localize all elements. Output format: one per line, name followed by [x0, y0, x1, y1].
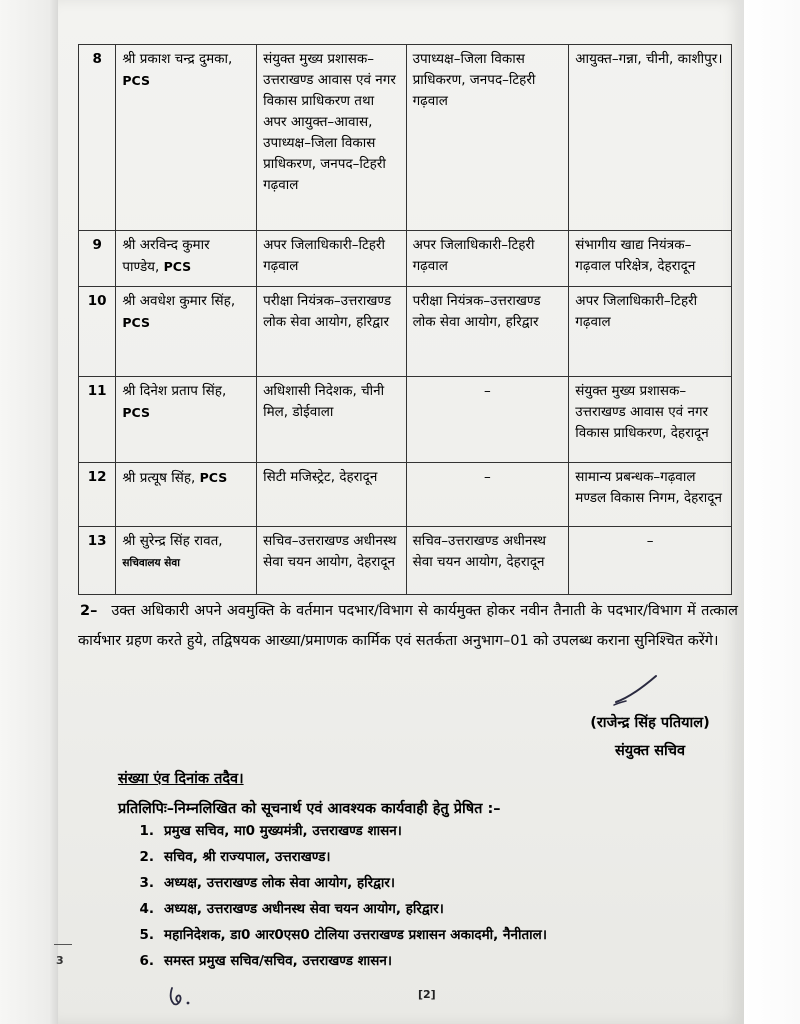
list-item: [118, 948, 547, 974]
officer-name: श्री सुरेन्द्र सिंह रावत,: [122, 533, 223, 549]
list-item-text: अध्यक्ष, उत्तराखण्ड अधीनस्थ सेवा चयन आयोग, हरिद्वार।: [164, 901, 444, 917]
list-item-number: 6.: [139, 953, 154, 969]
serial-number-cell: 8: [79, 45, 116, 231]
officer-name-cell: [116, 463, 257, 527]
officer-name-cell: [116, 377, 257, 463]
officer-name-cell: [116, 287, 257, 377]
margin-page-mark: 3: [56, 954, 64, 967]
handwritten-initials: [166, 984, 202, 1008]
officer-name: श्री दिनेश प्रताप सिंह,: [122, 383, 227, 399]
serial-number-cell: 12: [79, 463, 116, 527]
current-post-cell: अपर जिलाधिकारी–टिहरी गढ़वाल: [257, 231, 407, 287]
table-row: [79, 377, 732, 463]
signatory-name: (राजेन्द्र सिंह पतियाल): [590, 715, 710, 731]
service-label: PCS: [122, 315, 150, 330]
list-item: [118, 844, 547, 870]
serial-number-cell: 11: [79, 377, 116, 463]
officer-name: श्री प्रकाश चन्द्र दुमका,: [122, 51, 233, 67]
new-post-cell: आयुक्त–गन्ना, चीनी, काशीपुर।: [569, 45, 732, 231]
current-post-cell: अधिशासी निदेशक, चीनी मिल, डोईवाला: [257, 377, 407, 463]
margin-rule: [54, 944, 72, 945]
new-post-cell: संयुक्त मुख्य प्रशासक–उत्तराखण्ड आवास एवं नगर विकास प्राधिकरण, देहरादून: [569, 377, 732, 463]
table-row: [79, 231, 732, 287]
relieved-post-cell: परीक्षा नियंत्रक–उत्तराखण्ड लोक सेवा आयोग, हरिद्वार: [406, 287, 569, 377]
table-row: [79, 287, 732, 377]
list-item-text: समस्त प्रमुख सचिव/सचिव, उत्तराखण्ड शासन।: [164, 953, 393, 969]
list-item-text: सचिव, श्री राज्यपाल, उत्तराखण्ड।: [164, 849, 331, 865]
officer-name-cell: [116, 527, 257, 595]
service-label: PCS: [199, 470, 228, 485]
relieved-post-cell: –: [406, 463, 569, 527]
paragraph-number: 2–: [80, 603, 98, 619]
relieved-post-cell: –: [406, 377, 569, 463]
officer-name: श्री अवधेश कुमार सिंह,: [122, 293, 236, 309]
list-item-number: 1.: [139, 823, 154, 839]
list-item: [118, 896, 547, 922]
list-item: [118, 870, 547, 896]
list-item-number: 4.: [139, 901, 154, 917]
list-item-number: 2.: [139, 849, 154, 865]
officer-name-cell: [116, 45, 257, 231]
table-row: [79, 45, 732, 231]
service-label: PCS: [122, 73, 150, 88]
serial-number-cell: 13: [79, 527, 116, 595]
current-post-cell: सिटी मजिस्ट्रेट, देहरादून: [257, 463, 407, 527]
service-label: PCS: [122, 405, 150, 420]
list-item-text: प्रमुख सचिव, मा0 मुख्यमंत्री, उत्तराखण्ड शासन।: [164, 823, 402, 839]
table-row: [79, 463, 732, 527]
reference-line: संख्या एंव दिनांक तदैव।: [118, 771, 244, 787]
officer-name-cell: [116, 231, 257, 287]
new-post-cell: सामान्य प्रबन्धक–गढ़वाल मण्डल विकास निगम, देहरादून: [569, 463, 732, 527]
transfer-table: [78, 44, 732, 595]
copy-to-list: [118, 818, 547, 974]
serial-number-cell: 9: [79, 231, 116, 287]
page-left-margin: [0, 0, 58, 1024]
list-item: [118, 818, 547, 844]
signatory-designation: संयुक्त सचिव: [614, 743, 686, 759]
list-item-text: अध्यक्ष, उत्तराखण्ड लोक सेवा आयोग, हरिद्वार।: [164, 875, 396, 891]
list-item-number: 3.: [139, 875, 154, 891]
current-post-cell: परीक्षा नियंत्रक–उत्तराखण्ड लोक सेवा आयोग, हरिद्वार: [257, 287, 407, 377]
serial-number-cell: 10: [79, 287, 116, 377]
signature-stroke: [612, 672, 660, 708]
table-row: [79, 527, 732, 595]
service-label: सचिवालय सेवा: [122, 557, 180, 569]
current-post-cell: संयुक्त मुख्य प्रशासक–उत्तराखण्ड आवास एवं नगर विकास प्राधिकरण तथा अपर आयुक्त–आवास, उपाध्यक्ष–जिला विकास प्राधिकरण, जनपद–टिहरी गढ़वाल: [257, 45, 407, 231]
relieved-post-cell: सचिव–उत्तराखण्ड अधीनस्थ सेवा चयन आयोग, देहरादून: [406, 527, 569, 595]
officer-name: श्री प्रत्यूष सिंह,: [122, 470, 196, 486]
page-right-margin: [744, 0, 800, 1024]
list-item: [118, 922, 547, 948]
service-label: PCS: [163, 259, 192, 274]
current-post-cell: सचिव–उत्तराखण्ड अधीनस्थ सेवा चयन आयोग, देहरादून: [257, 527, 407, 595]
page-number: [2]: [418, 988, 436, 1001]
officer-name: श्री अरविन्द कुमार पाण्डेय,: [122, 237, 210, 275]
new-post-cell: –: [569, 527, 732, 595]
copy-to-heading: प्रतिलिपिः–निम्नलिखित को सूचनार्थ एवं आवश्यक कार्यवाही हेतु प्रेषित :–: [118, 801, 501, 817]
relieved-post-cell: उपाध्यक्ष–जिला विकास प्राधिकरण, जनपद–टिहरी गढ़वाल: [406, 45, 569, 231]
relieved-post-cell: अपर जिलाधिकारी–टिहरी गढ़वाल: [406, 231, 569, 287]
list-item-number: 5.: [139, 927, 154, 943]
new-post-cell: संभागीय खाद्य नियंत्रक–गढ़वाल परिक्षेत्र, देहरादून: [569, 231, 732, 287]
list-item-text: महानिदेशक, डा0 आर0एस0 टोलिया उत्तराखण्ड प्रशासन अकादमी, नैनीताल।: [164, 927, 547, 943]
instruction-paragraph: [78, 596, 738, 656]
paragraph-text: उक्त अधिकारी अपने अवमुक्ति के वर्तमान पदभार/विभाग से कार्यमुक्त होकर नवीन तैनाती के पदभार/विभाग में तत्काल कार्यभार ग्रहण करते हुये, तद्विषयक आख्या/प्रमाणक कार्मिक एवं सतर्कता अनुभाग–01 को उपलब्ध कराना सुनिश्चित करेंगे।: [78, 603, 738, 649]
new-post-cell: अपर जिलाधिकारी–टिहरी गढ़वाल: [569, 287, 732, 377]
